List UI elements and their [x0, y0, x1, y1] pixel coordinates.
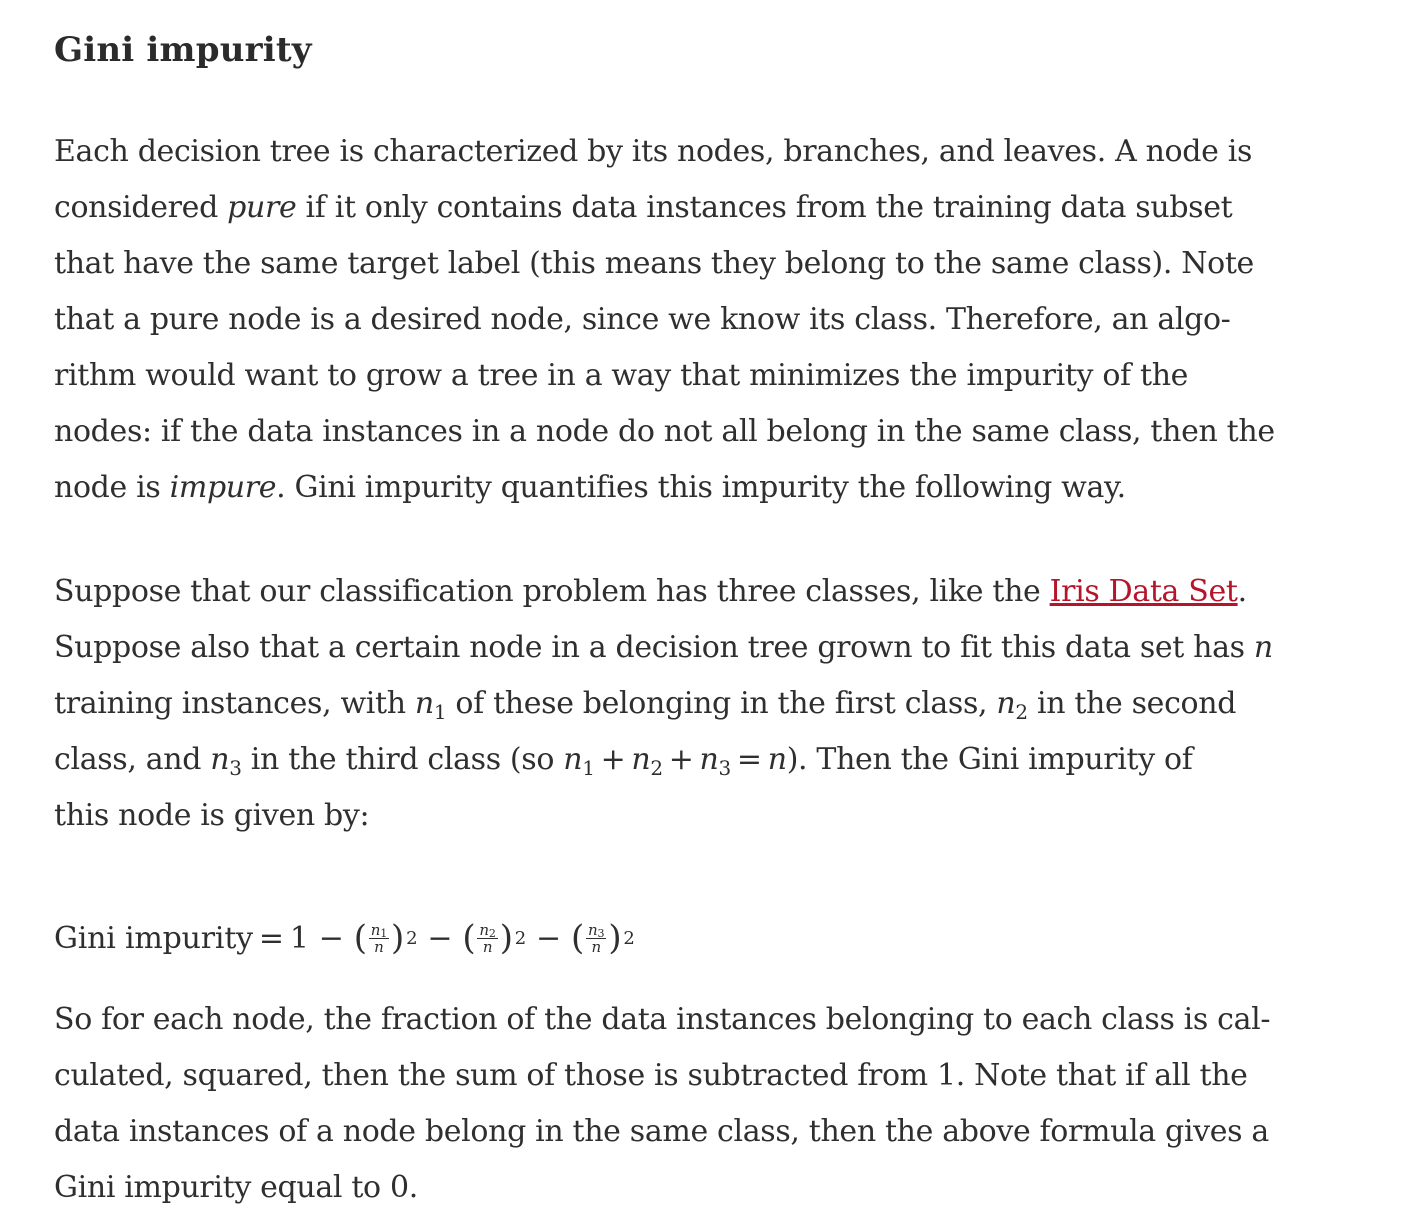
text-run: in the second: [1027, 686, 1237, 721]
iris-data-set-link[interactable]: Iris Data Set: [1049, 574, 1238, 609]
text-line: rithm would want to grow a tree in a way that minimizes the impurity of the: [54, 358, 1189, 393]
text-line: culated, squared, then the sum of those is subtracted from 1. Note that if all the: [54, 1058, 1248, 1093]
section-heading: Gini impurity: [54, 30, 312, 70]
text-run: . Gini impurity quantifies this impurity the following way.: [276, 470, 1126, 505]
text-line: So for each node, the fraction of the data instances belonging to each class is cal-: [54, 1002, 1271, 1037]
paragraph-explanation: [54, 992, 1314, 1216]
text-line: Each decision tree is characterized by its nodes, branches, and leaves. A node is: [54, 134, 1253, 169]
text-line: data instances of a node belong in the same class, then the above formula gives a: [54, 1114, 1269, 1149]
fraction-term-1: ( $\frac{n_1}{n}$ ) 2: [353, 918, 418, 958]
paragraph-setup: [54, 564, 1314, 844]
math-n: n: [1253, 630, 1273, 665]
math-n3: $n_3$: [210, 742, 242, 780]
formula-minus: −: [536, 920, 561, 956]
text-line: Gini impurity equal to 0.: [54, 1170, 418, 1205]
text-run: class, and: [54, 742, 211, 777]
text-line: [54, 180, 1314, 236]
emphasis-pure: pure: [227, 190, 297, 225]
text-line: [54, 732, 1314, 788]
math-sum-equation: $n_1 + n_2 + n_3 = n$: [563, 742, 787, 780]
text-run: node is: [54, 470, 170, 505]
formula-equals: =: [258, 920, 284, 956]
math-n2: $n_2$: [996, 686, 1028, 724]
fraction-term-2: ( $\frac{n_2}{n}$ ) 2: [462, 918, 527, 958]
text-line: that have the same target label (this means they belong to the same class). Note: [54, 246, 1254, 281]
formula-one: 1: [289, 920, 309, 956]
emphasis-impure: impure: [169, 470, 277, 505]
math-n1: $n_1$: [414, 686, 447, 724]
text-run: Suppose that our classification problem has three classes, like the: [54, 574, 1050, 609]
fraction-term-3: ( $\frac{n_3}{n}$ ) 2: [570, 918, 635, 958]
text-run: considered: [54, 190, 228, 225]
text-line: [54, 620, 1314, 676]
formula-minus: −: [427, 920, 453, 956]
text-line: this node is given by:: [54, 798, 370, 833]
text-run: Suppose also that a certain node in a decision tree grown to fit this data set has: [54, 630, 1254, 665]
formula-minus: −: [318, 920, 344, 956]
text-run: of these belonging in the first class,: [446, 686, 997, 721]
text-run: in the third class (so: [241, 742, 564, 777]
gini-formula: [54, 890, 1300, 986]
text-line: that a pure node is a desired node, since we know its class. Therefore, an algo-: [54, 302, 1231, 337]
text-run: .: [1237, 574, 1247, 609]
formula-label: Gini impurity: [54, 920, 253, 956]
text-line: [54, 460, 1314, 516]
paragraph-intro: [54, 124, 1314, 516]
text-line: nodes: if the data instances in a node do not all belong in the same class, then the: [54, 414, 1275, 449]
text-line: [54, 564, 1314, 620]
text-run: training instances, with: [54, 686, 415, 721]
text-run: if it only contains data instances from the training data subset: [296, 190, 1233, 225]
text-run: ). Then the Gini impurity of: [786, 742, 1193, 777]
text-line: [54, 676, 1314, 732]
